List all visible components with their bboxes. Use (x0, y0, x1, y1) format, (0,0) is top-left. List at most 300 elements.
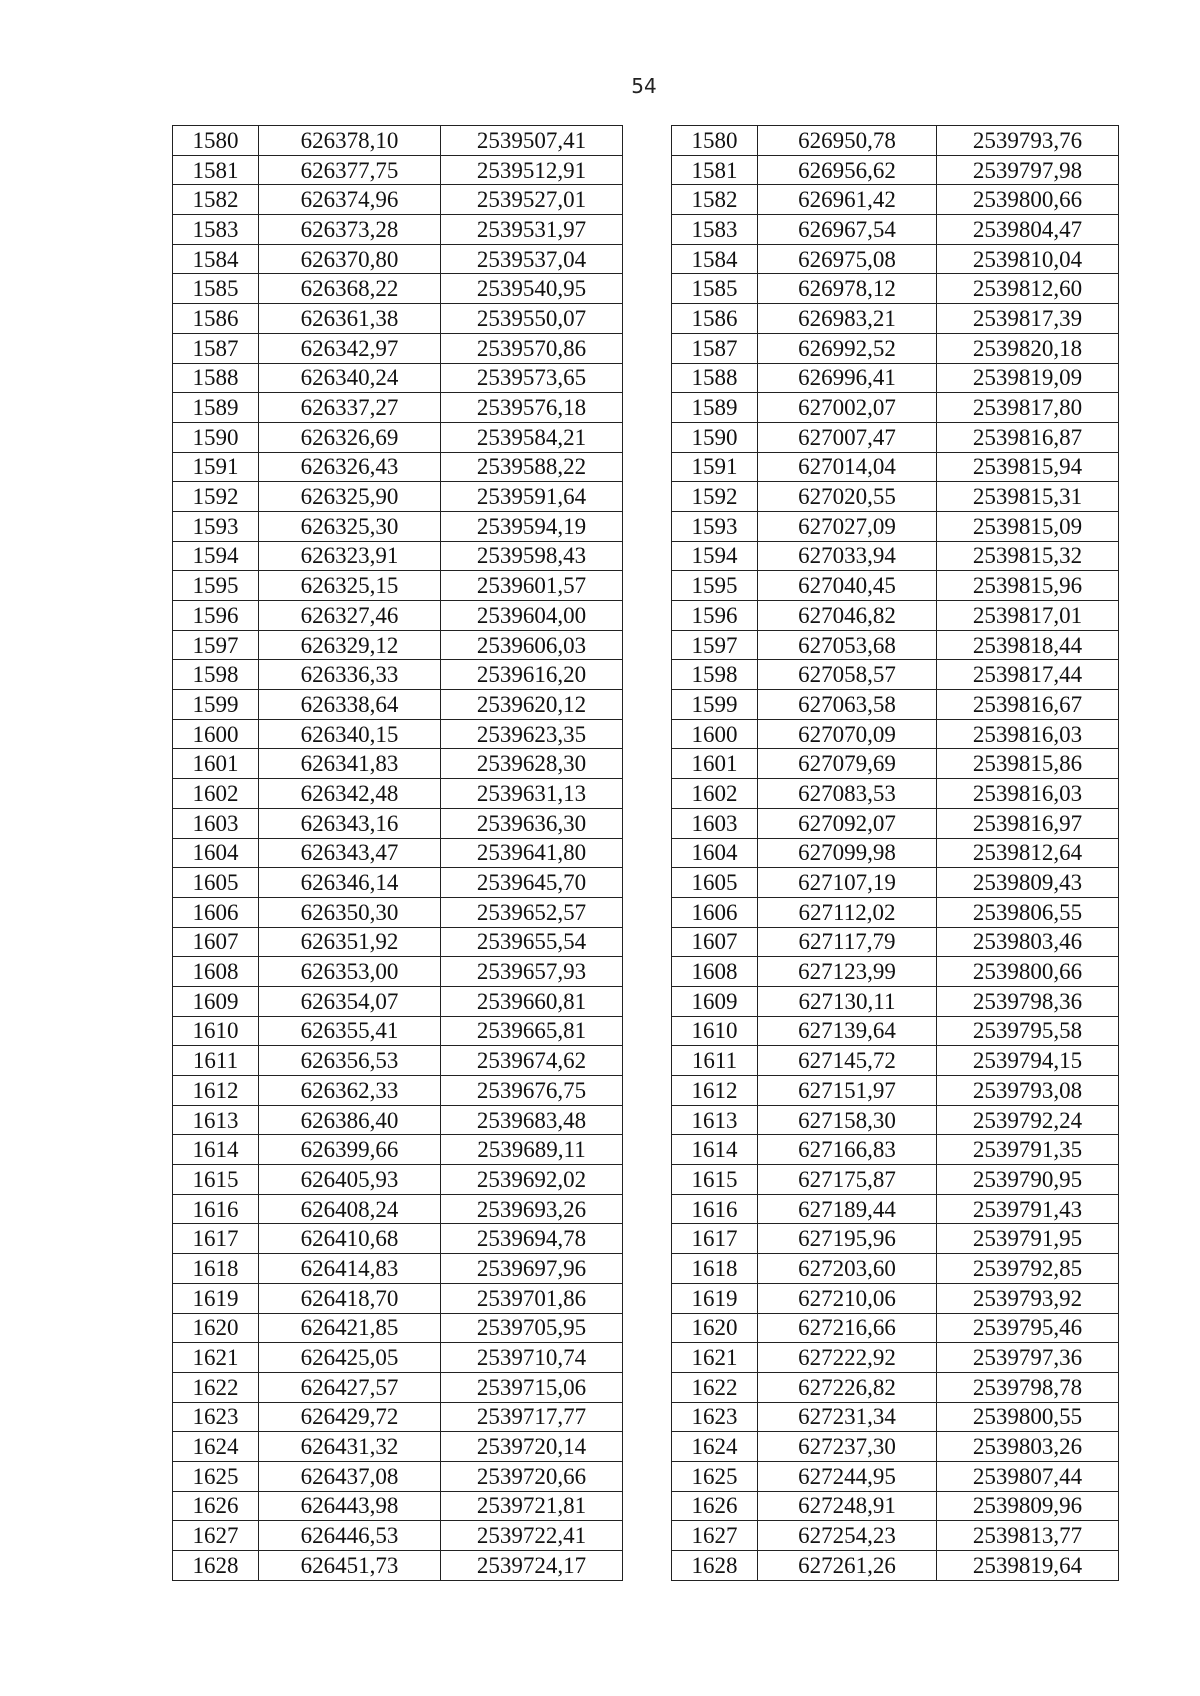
column-gap (623, 1105, 672, 1135)
right-x-coordinate-cell: 627040,45 (758, 571, 937, 601)
left-y-coordinate-cell: 2539628,30 (441, 749, 623, 779)
left-point-number-cell: 1580 (173, 126, 259, 156)
right-point-number-cell: 1608 (672, 957, 758, 987)
table-row (173, 274, 1119, 304)
right-x-coordinate-cell: 627130,11 (758, 986, 937, 1016)
column-gap (623, 1461, 672, 1491)
right-point-number-cell: 1609 (672, 986, 758, 1016)
right-point-number-cell: 1613 (672, 1105, 758, 1135)
column-gap (623, 957, 672, 987)
right-point-number-cell: 1593 (672, 511, 758, 541)
right-point-number-cell: 1602 (672, 779, 758, 809)
right-x-coordinate-cell: 627053,68 (758, 630, 937, 660)
right-y-coordinate-cell: 2539818,44 (937, 630, 1119, 660)
left-y-coordinate-cell: 2539710,74 (441, 1343, 623, 1373)
right-x-coordinate-cell: 626983,21 (758, 304, 937, 334)
left-y-coordinate-cell: 2539588,22 (441, 452, 623, 482)
left-x-coordinate-cell: 626337,27 (259, 393, 441, 423)
table-row (173, 363, 1119, 393)
column-gap (623, 660, 672, 690)
left-point-number-cell: 1617 (173, 1224, 259, 1254)
right-y-coordinate-cell: 2539819,09 (937, 363, 1119, 393)
column-gap (623, 1343, 672, 1373)
left-x-coordinate-cell: 626326,69 (259, 422, 441, 452)
right-point-number-cell: 1623 (672, 1402, 758, 1432)
left-y-coordinate-cell: 2539594,19 (441, 511, 623, 541)
right-y-coordinate-cell: 2539800,55 (937, 1402, 1119, 1432)
left-point-number-cell: 1627 (173, 1521, 259, 1551)
left-x-coordinate-cell: 626351,92 (259, 927, 441, 957)
left-y-coordinate-cell: 2539683,48 (441, 1105, 623, 1135)
right-point-number-cell: 1587 (672, 333, 758, 363)
right-x-coordinate-cell: 626950,78 (758, 126, 937, 156)
left-x-coordinate-cell: 626342,48 (259, 779, 441, 809)
right-x-coordinate-cell: 627007,47 (758, 422, 937, 452)
right-x-coordinate-cell: 627244,95 (758, 1461, 937, 1491)
table-row (173, 1343, 1119, 1373)
right-x-coordinate-cell: 627020,55 (758, 482, 937, 512)
table-row (173, 452, 1119, 482)
left-point-number-cell: 1603 (173, 808, 259, 838)
right-x-coordinate-cell: 627175,87 (758, 1165, 937, 1195)
right-point-number-cell: 1588 (672, 363, 758, 393)
right-y-coordinate-cell: 2539816,97 (937, 808, 1119, 838)
left-x-coordinate-cell: 626340,24 (259, 363, 441, 393)
table-row (173, 1016, 1119, 1046)
table-row (173, 601, 1119, 631)
left-y-coordinate-cell: 2539697,96 (441, 1254, 623, 1284)
left-point-number-cell: 1583 (173, 215, 259, 245)
left-x-coordinate-cell: 626443,98 (259, 1491, 441, 1521)
right-y-coordinate-cell: 2539792,24 (937, 1105, 1119, 1135)
left-y-coordinate-cell: 2539606,03 (441, 630, 623, 660)
right-y-coordinate-cell: 2539812,64 (937, 838, 1119, 868)
column-gap (623, 690, 672, 720)
left-point-number-cell: 1622 (173, 1372, 259, 1402)
left-y-coordinate-cell: 2539676,75 (441, 1076, 623, 1106)
left-x-coordinate-cell: 626386,40 (259, 1105, 441, 1135)
column-gap (623, 422, 672, 452)
left-point-number-cell: 1590 (173, 422, 259, 452)
right-point-number-cell: 1615 (672, 1165, 758, 1195)
left-x-coordinate-cell: 626429,72 (259, 1402, 441, 1432)
right-point-number-cell: 1621 (672, 1343, 758, 1373)
right-x-coordinate-cell: 627099,98 (758, 838, 937, 868)
left-x-coordinate-cell: 626421,85 (259, 1313, 441, 1343)
table-row (173, 511, 1119, 541)
left-point-number-cell: 1608 (173, 957, 259, 987)
table-row (173, 808, 1119, 838)
right-x-coordinate-cell: 627063,58 (758, 690, 937, 720)
right-y-coordinate-cell: 2539794,15 (937, 1046, 1119, 1076)
left-y-coordinate-cell: 2539652,57 (441, 897, 623, 927)
column-gap (623, 1194, 672, 1224)
right-point-number-cell: 1599 (672, 690, 758, 720)
left-point-number-cell: 1588 (173, 363, 259, 393)
column-gap (623, 1046, 672, 1076)
left-point-number-cell: 1600 (173, 719, 259, 749)
column-gap (623, 185, 672, 215)
left-x-coordinate-cell: 626362,33 (259, 1076, 441, 1106)
right-x-coordinate-cell: 627058,57 (758, 660, 937, 690)
left-x-coordinate-cell: 626431,32 (259, 1432, 441, 1462)
left-x-coordinate-cell: 626451,73 (259, 1551, 441, 1581)
column-gap (623, 601, 672, 631)
table-row (173, 422, 1119, 452)
right-y-coordinate-cell: 2539800,66 (937, 957, 1119, 987)
right-y-coordinate-cell: 2539817,39 (937, 304, 1119, 334)
table-row (173, 660, 1119, 690)
left-y-coordinate-cell: 2539705,95 (441, 1313, 623, 1343)
left-point-number-cell: 1581 (173, 155, 259, 185)
right-point-number-cell: 1625 (672, 1461, 758, 1491)
column-gap (623, 1135, 672, 1165)
left-point-number-cell: 1606 (173, 897, 259, 927)
table-row (173, 571, 1119, 601)
left-x-coordinate-cell: 626329,12 (259, 630, 441, 660)
column-gap (623, 719, 672, 749)
column-gap (623, 452, 672, 482)
table-row (173, 1551, 1119, 1581)
right-point-number-cell: 1596 (672, 601, 758, 631)
right-point-number-cell: 1604 (672, 838, 758, 868)
left-y-coordinate-cell: 2539512,91 (441, 155, 623, 185)
left-y-coordinate-cell: 2539693,26 (441, 1194, 623, 1224)
left-y-coordinate-cell: 2539674,62 (441, 1046, 623, 1076)
column-gap (623, 363, 672, 393)
left-point-number-cell: 1584 (173, 244, 259, 274)
left-x-coordinate-cell: 626408,24 (259, 1194, 441, 1224)
right-point-number-cell: 1592 (672, 482, 758, 512)
left-point-number-cell: 1586 (173, 304, 259, 334)
right-x-coordinate-cell: 626967,54 (758, 215, 937, 245)
column-gap (623, 126, 672, 156)
right-y-coordinate-cell: 2539812,60 (937, 274, 1119, 304)
right-y-coordinate-cell: 2539813,77 (937, 1521, 1119, 1551)
right-y-coordinate-cell: 2539817,44 (937, 660, 1119, 690)
right-point-number-cell: 1620 (672, 1313, 758, 1343)
column-gap (623, 482, 672, 512)
left-y-coordinate-cell: 2539720,66 (441, 1461, 623, 1491)
left-point-number-cell: 1612 (173, 1076, 259, 1106)
left-y-coordinate-cell: 2539576,18 (441, 393, 623, 423)
left-point-number-cell: 1585 (173, 274, 259, 304)
left-y-coordinate-cell: 2539701,86 (441, 1283, 623, 1313)
left-y-coordinate-cell: 2539721,81 (441, 1491, 623, 1521)
right-point-number-cell: 1585 (672, 274, 758, 304)
left-y-coordinate-cell: 2539601,57 (441, 571, 623, 601)
table-row (173, 1461, 1119, 1491)
column-gap (623, 868, 672, 898)
table-row (173, 1165, 1119, 1195)
right-x-coordinate-cell: 627070,09 (758, 719, 937, 749)
right-y-coordinate-cell: 2539791,43 (937, 1194, 1119, 1224)
right-point-number-cell: 1610 (672, 1016, 758, 1046)
left-x-coordinate-cell: 626377,75 (259, 155, 441, 185)
left-point-number-cell: 1598 (173, 660, 259, 690)
left-x-coordinate-cell: 626346,14 (259, 868, 441, 898)
right-x-coordinate-cell: 627145,72 (758, 1046, 937, 1076)
column-gap (623, 1224, 672, 1254)
left-x-coordinate-cell: 626327,46 (259, 601, 441, 631)
left-y-coordinate-cell: 2539527,01 (441, 185, 623, 215)
column-gap (623, 779, 672, 809)
right-point-number-cell: 1627 (672, 1521, 758, 1551)
right-point-number-cell: 1601 (672, 749, 758, 779)
right-y-coordinate-cell: 2539798,36 (937, 986, 1119, 1016)
right-y-coordinate-cell: 2539795,46 (937, 1313, 1119, 1343)
left-point-number-cell: 1605 (173, 868, 259, 898)
right-y-coordinate-cell: 2539817,80 (937, 393, 1119, 423)
right-y-coordinate-cell: 2539816,03 (937, 779, 1119, 809)
table-row (173, 482, 1119, 512)
table-row (173, 304, 1119, 334)
right-x-coordinate-cell: 627248,91 (758, 1491, 937, 1521)
column-gap (623, 1313, 672, 1343)
column-gap (623, 808, 672, 838)
right-y-coordinate-cell: 2539816,03 (937, 719, 1119, 749)
right-x-coordinate-cell: 627151,97 (758, 1076, 937, 1106)
right-point-number-cell: 1626 (672, 1491, 758, 1521)
right-point-number-cell: 1594 (672, 541, 758, 571)
table-row (173, 541, 1119, 571)
right-x-coordinate-cell: 627261,26 (758, 1551, 937, 1581)
left-x-coordinate-cell: 626414,83 (259, 1254, 441, 1284)
left-point-number-cell: 1613 (173, 1105, 259, 1135)
column-gap (623, 838, 672, 868)
right-y-coordinate-cell: 2539797,98 (937, 155, 1119, 185)
left-x-coordinate-cell: 626446,53 (259, 1521, 441, 1551)
column-gap (623, 1521, 672, 1551)
right-point-number-cell: 1584 (672, 244, 758, 274)
table-row (173, 719, 1119, 749)
column-gap (623, 749, 672, 779)
right-point-number-cell: 1606 (672, 897, 758, 927)
right-point-number-cell: 1583 (672, 215, 758, 245)
left-y-coordinate-cell: 2539620,12 (441, 690, 623, 720)
column-gap (623, 1491, 672, 1521)
column-gap (623, 630, 672, 660)
left-x-coordinate-cell: 626361,38 (259, 304, 441, 334)
table-row (173, 1254, 1119, 1284)
right-point-number-cell: 1603 (672, 808, 758, 838)
right-x-coordinate-cell: 627079,69 (758, 749, 937, 779)
table-row (173, 897, 1119, 927)
table-row (173, 393, 1119, 423)
column-gap (623, 274, 672, 304)
right-point-number-cell: 1622 (672, 1372, 758, 1402)
right-x-coordinate-cell: 626996,41 (758, 363, 937, 393)
column-gap (623, 1551, 672, 1581)
left-point-number-cell: 1620 (173, 1313, 259, 1343)
right-x-coordinate-cell: 627014,04 (758, 452, 937, 482)
left-x-coordinate-cell: 626342,97 (259, 333, 441, 363)
left-y-coordinate-cell: 2539724,17 (441, 1551, 623, 1581)
right-point-number-cell: 1598 (672, 660, 758, 690)
column-gap (623, 986, 672, 1016)
right-point-number-cell: 1597 (672, 630, 758, 660)
left-x-coordinate-cell: 626325,90 (259, 482, 441, 512)
left-point-number-cell: 1624 (173, 1432, 259, 1462)
table-row (173, 185, 1119, 215)
left-y-coordinate-cell: 2539715,06 (441, 1372, 623, 1402)
left-x-coordinate-cell: 626368,22 (259, 274, 441, 304)
left-y-coordinate-cell: 2539591,64 (441, 482, 623, 512)
column-gap (623, 1165, 672, 1195)
right-x-coordinate-cell: 626975,08 (758, 244, 937, 274)
left-x-coordinate-cell: 626325,30 (259, 511, 441, 541)
right-x-coordinate-cell: 627092,07 (758, 808, 937, 838)
right-y-coordinate-cell: 2539798,78 (937, 1372, 1119, 1402)
right-x-coordinate-cell: 627158,30 (758, 1105, 937, 1135)
right-y-coordinate-cell: 2539793,08 (937, 1076, 1119, 1106)
right-y-coordinate-cell: 2539815,32 (937, 541, 1119, 571)
left-y-coordinate-cell: 2539531,97 (441, 215, 623, 245)
left-y-coordinate-cell: 2539692,02 (441, 1165, 623, 1195)
left-x-coordinate-cell: 626356,53 (259, 1046, 441, 1076)
left-x-coordinate-cell: 626336,33 (259, 660, 441, 690)
left-y-coordinate-cell: 2539655,54 (441, 927, 623, 957)
right-x-coordinate-cell: 626978,12 (758, 274, 937, 304)
table-row (173, 215, 1119, 245)
right-y-coordinate-cell: 2539819,64 (937, 1551, 1119, 1581)
right-y-coordinate-cell: 2539793,92 (937, 1283, 1119, 1313)
table-row (173, 1402, 1119, 1432)
right-x-coordinate-cell: 627166,83 (758, 1135, 937, 1165)
right-y-coordinate-cell: 2539816,87 (937, 422, 1119, 452)
left-y-coordinate-cell: 2539665,81 (441, 1016, 623, 1046)
column-gap (623, 333, 672, 363)
left-y-coordinate-cell: 2539570,86 (441, 333, 623, 363)
left-x-coordinate-cell: 626378,10 (259, 126, 441, 156)
right-point-number-cell: 1586 (672, 304, 758, 334)
right-point-number-cell: 1582 (672, 185, 758, 215)
column-gap (623, 1076, 672, 1106)
left-y-coordinate-cell: 2539540,95 (441, 274, 623, 304)
right-x-coordinate-cell: 627027,09 (758, 511, 937, 541)
right-y-coordinate-cell: 2539806,55 (937, 897, 1119, 927)
right-x-coordinate-cell: 627222,92 (758, 1343, 937, 1373)
left-point-number-cell: 1592 (173, 482, 259, 512)
column-gap (623, 215, 672, 245)
left-x-coordinate-cell: 626340,15 (259, 719, 441, 749)
column-gap (623, 1254, 672, 1284)
table-row (173, 244, 1119, 274)
right-point-number-cell: 1591 (672, 452, 758, 482)
left-point-number-cell: 1595 (173, 571, 259, 601)
right-x-coordinate-cell: 626961,42 (758, 185, 937, 215)
left-point-number-cell: 1593 (173, 511, 259, 541)
left-point-number-cell: 1623 (173, 1402, 259, 1432)
left-point-number-cell: 1582 (173, 185, 259, 215)
table-row (173, 1491, 1119, 1521)
left-x-coordinate-cell: 626418,70 (259, 1283, 441, 1313)
right-point-number-cell: 1614 (672, 1135, 758, 1165)
left-point-number-cell: 1611 (173, 1046, 259, 1076)
right-x-coordinate-cell: 627231,34 (758, 1402, 937, 1432)
left-x-coordinate-cell: 626326,43 (259, 452, 441, 482)
right-y-coordinate-cell: 2539790,95 (937, 1165, 1119, 1195)
right-y-coordinate-cell: 2539807,44 (937, 1461, 1119, 1491)
right-point-number-cell: 1612 (672, 1076, 758, 1106)
right-point-number-cell: 1617 (672, 1224, 758, 1254)
column-gap (623, 393, 672, 423)
table-row (173, 155, 1119, 185)
right-y-coordinate-cell: 2539804,47 (937, 215, 1119, 245)
right-y-coordinate-cell: 2539815,09 (937, 511, 1119, 541)
table-row (173, 868, 1119, 898)
right-x-coordinate-cell: 627123,99 (758, 957, 937, 987)
right-x-coordinate-cell: 627033,94 (758, 541, 937, 571)
table-row (173, 1194, 1119, 1224)
left-point-number-cell: 1589 (173, 393, 259, 423)
left-x-coordinate-cell: 626341,83 (259, 749, 441, 779)
right-x-coordinate-cell: 627216,66 (758, 1313, 937, 1343)
coordinates-table (172, 125, 1119, 1581)
left-y-coordinate-cell: 2539623,35 (441, 719, 623, 749)
right-x-coordinate-cell: 627112,02 (758, 897, 937, 927)
right-point-number-cell: 1589 (672, 393, 758, 423)
column-gap (623, 1016, 672, 1046)
left-x-coordinate-cell: 626343,16 (259, 808, 441, 838)
table-row (173, 1432, 1119, 1462)
right-y-coordinate-cell: 2539817,01 (937, 601, 1119, 631)
right-x-coordinate-cell: 627226,82 (758, 1372, 937, 1402)
left-x-coordinate-cell: 626437,08 (259, 1461, 441, 1491)
left-x-coordinate-cell: 626399,66 (259, 1135, 441, 1165)
left-y-coordinate-cell: 2539616,20 (441, 660, 623, 690)
right-y-coordinate-cell: 2539815,86 (937, 749, 1119, 779)
right-x-coordinate-cell: 627189,44 (758, 1194, 937, 1224)
table-row (173, 779, 1119, 809)
right-x-coordinate-cell: 627046,82 (758, 601, 937, 631)
right-y-coordinate-cell: 2539795,58 (937, 1016, 1119, 1046)
left-x-coordinate-cell: 626427,57 (259, 1372, 441, 1402)
right-y-coordinate-cell: 2539803,26 (937, 1432, 1119, 1462)
column-gap (623, 511, 672, 541)
left-point-number-cell: 1621 (173, 1343, 259, 1373)
left-y-coordinate-cell: 2539598,43 (441, 541, 623, 571)
column-gap (623, 1402, 672, 1432)
left-point-number-cell: 1628 (173, 1551, 259, 1581)
left-y-coordinate-cell: 2539689,11 (441, 1135, 623, 1165)
right-y-coordinate-cell: 2539810,04 (937, 244, 1119, 274)
left-point-number-cell: 1599 (173, 690, 259, 720)
column-gap (623, 304, 672, 334)
right-y-coordinate-cell: 2539793,76 (937, 126, 1119, 156)
right-y-coordinate-cell: 2539815,31 (937, 482, 1119, 512)
left-x-coordinate-cell: 626374,96 (259, 185, 441, 215)
left-y-coordinate-cell: 2539694,78 (441, 1224, 623, 1254)
right-point-number-cell: 1628 (672, 1551, 758, 1581)
right-y-coordinate-cell: 2539809,96 (937, 1491, 1119, 1521)
left-point-number-cell: 1609 (173, 986, 259, 1016)
left-x-coordinate-cell: 626353,00 (259, 957, 441, 987)
table-row (173, 1521, 1119, 1551)
table-row (173, 749, 1119, 779)
table-row (173, 126, 1119, 156)
left-x-coordinate-cell: 626373,28 (259, 215, 441, 245)
left-y-coordinate-cell: 2539550,07 (441, 304, 623, 334)
left-y-coordinate-cell: 2539507,41 (441, 126, 623, 156)
column-gap (623, 897, 672, 927)
right-point-number-cell: 1616 (672, 1194, 758, 1224)
right-x-coordinate-cell: 627254,23 (758, 1521, 937, 1551)
left-x-coordinate-cell: 626343,47 (259, 838, 441, 868)
right-point-number-cell: 1611 (672, 1046, 758, 1076)
left-x-coordinate-cell: 626338,64 (259, 690, 441, 720)
right-x-coordinate-cell: 627195,96 (758, 1224, 937, 1254)
